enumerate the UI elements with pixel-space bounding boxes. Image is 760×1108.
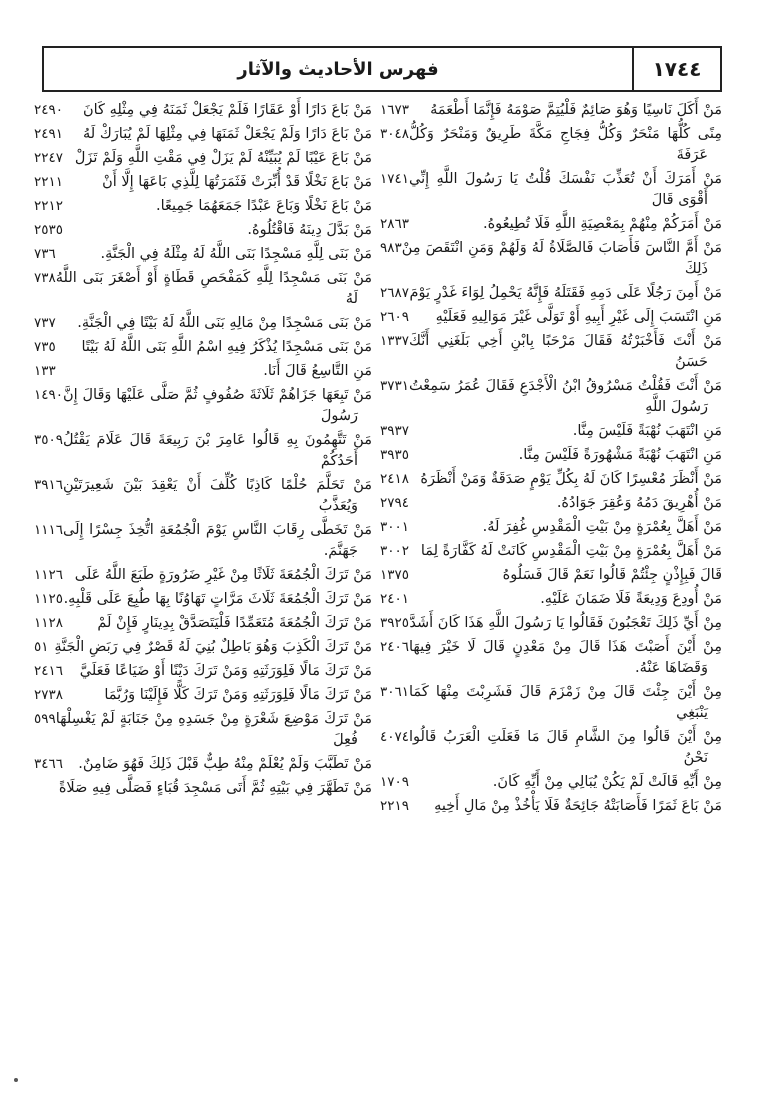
hadith-text: مَنْ بَاعَ دَارًا وَلَمْ يَجْعَلْ ثَمَنَهَا فِي مِثْلِهَا لَمْ يُبَارَكْ لَهُ [83,126,372,142]
hadith-reference-number: ٧٣٧ [34,315,56,331]
hadith-reference-number: ٩٨٣ [380,240,402,256]
hadith-reference-number: ٢٢١١ [34,174,64,190]
index-entry [34,337,372,358]
hadith-reference-number: ٧٣٥ [34,339,56,355]
index-entry [380,100,722,121]
index-entry [380,214,722,235]
hadith-reference-number: ٢٤٩١ [34,126,64,142]
index-entry [380,637,722,679]
hadith-reference-number: ١٣٧٥ [380,567,410,583]
hadith-text: مَنْ بَاعَ نَخْلًا قَدْ أُبِّرَتْ فَثَمَرَتُهَا لِلَّذِي بَاعَهَا إِلَّا أَنْ [102,174,372,190]
index-entry [34,754,372,775]
hadith-text: مِنْ أَيْنَ جِئْتَ قَالَ مِنْ زَمْزَمَ قَالَ فَشَرِبْتَ مِنْهَا كَمَا يَنْبَغِي [409,684,722,721]
index-entry [34,430,372,472]
hadith-text: مَنْ بَنَى مَسْجِدًا يُذْكَرُ فِيهِ اسْمُ اللَّهِ بَنَى اللَّهُ لَهُ بَيْتًا [81,339,372,355]
hadith-reference-number: ٣٩١٦ [34,477,64,493]
index-entry [380,613,722,634]
hadith-reference-number: ١٤٩٠ [34,387,64,403]
hadith-text: مِنْ أَيْنَ أَصَبْتَ هَذَا قَالَ مِنْ مَعْدِنٍ قَالَ لَا خَيْرَ فِيهَا وَقَضَاهَا عَنْهُ. [409,639,722,676]
page-header [42,46,722,92]
index-entry [34,244,372,265]
hadith-text: مَنْ أَهَلَّ بِعُمْرَةٍ مِنْ بَيْتِ الْمَقْدِسِ كَانَتْ لَهُ كَفَّارَةً لِمَا [420,543,722,559]
index-entry [34,124,372,145]
hadith-text: مَنْ أَنْظَرَ مُعْسِرًا كَانَ لَهُ بِكُلِّ يَوْمٍ صَدَقَةٌ وَمَنْ أَنْظَرَهُ [420,471,722,487]
index-entry [380,331,722,373]
index-entry [34,148,372,169]
hadith-reference-number: ٤٠٧٤ [380,729,410,745]
hadith-text: مِنْ أَيْنَ قَالُوا مِنَ الشَّامِ قَالَ مَا فَعَلَتِ الْعَرَبُ قَالُوا نَحْنُ [409,729,722,766]
hadith-reference-number: ٣٠٤٨ [380,126,410,142]
hadith-text: مَنْ تَحَلَّمَ حُلْمًا كَاذِبًا كُلِّفَ أَنْ يَعْقِدَ بَيْنَ شَعِيرَتَيْنِ وَيُعَذَّبُ [63,477,372,514]
hadith-text: مَنْ تَطَبَّبَ وَلَمْ يُعْلَمْ مِنْهُ طِبٌّ قَبْلَ ذَلِكَ فَهُوَ ضَامِنٌ. [78,756,372,772]
hadith-text: مَنْ تَرَكَ الْجُمُعَةَ مُتَعَمِّدًا فَلْيَتَصَدَّقْ بِدِينَارٍ فَإِنْ لَمْ [97,615,372,631]
index-entry [34,637,372,658]
index-entry [380,727,722,769]
hadith-text: مَنْ أَمَرَكَ أَنْ تُعَذِّبَ نَفْسَكَ قُلْتُ يَا رَسُولَ اللَّهِ إِنِّي أَقْوَى قَالَ [409,171,722,208]
index-entry [34,385,372,427]
hadith-reference-number: ٢٨٦٣ [380,216,410,232]
index-entry [34,613,372,634]
index-entry [42,778,372,799]
hadith-reference-number: ١١٢٦ [34,567,64,583]
index-column-right [380,100,722,1090]
hadith-reference-number: ١١١٦ [34,522,64,538]
index-entry [34,172,372,193]
hadith-text: مَنْ بَدَّلَ دِينَهُ فَاقْتُلُوهُ. [247,222,372,238]
hadith-text: مَنْ تَرَكَ الْجُمُعَةَ ثَلَاثَ مَرَّاتٍ تَهَاوُنًا بِهَا طُبِعَ عَلَى قَلْبِهِ. [63,591,372,607]
index-entry [380,169,722,211]
hadith-text: مَنْ بَاعَ نَخْلًا وَبَاعَ عَبْدًا جَمَعَهُمَا جَمِيعًا. [156,198,372,214]
hadith-reference-number: ٣٩٣٥ [380,447,410,463]
hadith-text: مَنْ بَنَى مَسْجِدًا مِنْ مَالِهِ بَنَى اللَّهُ لَهُ بَيْتًا فِي الْجَنَّةِ. [77,315,372,331]
hadith-reference-number: ٢٤٠٦ [380,639,410,655]
hadith-text: قَالَ فَبِإِذْنٍ جِئْتُمْ قَالُوا نَعَمْ قَالَ فَسَلُوهُ [502,567,722,583]
index-entry [34,268,372,310]
hadith-text: مَنْ أَهَلَّ بِعُمْرَةٍ مِنْ بَيْتِ الْمَقْدِسِ غُفِرَ لَهُ. [482,519,722,535]
page-title: فهرس الأحاديث والآثار [237,58,439,80]
hadith-reference-number: ١٦٧٣ [380,102,410,118]
hadith-reference-number: ٢٤١٨ [380,471,410,487]
index-entry [34,520,372,562]
hadith-reference-number: ٢٦٠٩ [380,309,410,325]
hadith-text: مَنِ انْتَهَبَ نُهْبَةً مَشْهُورَةً فَلَيْسَ مِنَّا. [518,447,722,463]
index-entry [34,475,372,517]
hadith-reference-number: ٣٩٣٧ [380,423,410,439]
hadith-text: مَنْ تَطَهَّرَ فِي بَيْتِهِ ثُمَّ أَتَى مَسْجِدَ قُبَاءٍ فَصَلَّى فِيهِ صَلَاةً [58,780,372,796]
index-entry [380,238,722,280]
hadith-reference-number: ٣٠٠١ [380,519,410,535]
hadith-reference-number: ٧٣٦ [34,246,56,262]
hadith-text: مَنْ تَرَكَ الْجُمُعَةَ ثَلَاثًا مِنْ غَيْرِ ضَرُورَةٍ طَبَعَ اللَّهُ عَلَى [74,567,372,583]
index-entry [380,541,722,562]
hadith-text: مِنْ أَيِّ ذَلِكَ تَعْجَبُونَ فَقَالُوا يَا رَسُولَ اللَّهِ هَذَا كَانَ أَشَدَّ [409,615,722,631]
hadith-text: مَنْ تَبِعَهَا جَزَاهُمْ ثَلَاثَةَ صُفُوفٍ ثُمَّ صَلَّى عَلَيْهَا وَقَالَ إِنَّ رَسُولَ [63,387,372,424]
hadith-reference-number: ١١٢٥ [34,591,64,607]
hadith-text: مَنْ أَنْتَ فَأَخْبَرْتُهُ فَقَالَ مَرْحَبًا بِابْنِ أَخِي بَلَغَنِي أَنَّكَ حَسَنُ [409,333,722,370]
index-entry [380,283,722,304]
index-entry [380,493,722,514]
hadith-text: مِنًى كُلُّهَا مَنْحَرٌ وَكُلُّ فِجَاجِ مَكَّةَ طَرِيقٌ وَمَنْحَرٌ وَكُلُّ عَرَفَةَ [409,126,722,163]
hadith-reference-number: ٥٩٩ [34,711,56,727]
index-entry [34,196,372,217]
hadith-text: مَنْ بَنَى لِلَّهِ مَسْجِدًا بَنَى اللَّهُ لَهُ مِثْلَهُ فِي الْجَنَّةِ. [100,246,372,262]
hadith-reference-number: ٣٥٠٩ [34,432,64,448]
hadith-text: مَنْ تَرَكَ مَالًا فَلِوَرَثَتِهِ وَمَنْ تَرَكَ دَيْنًا أَوْ ضَيَاعًا فَعَلَيَّ [79,663,372,679]
hadith-text: مَنْ بَاعَ عَيْبًا لَمْ يُبَيِّنْهُ لَمْ يَزَلْ فِي مَقْتِ اللَّهِ وَلَمْ تَزَلْ [74,150,372,166]
hadith-text: مَنْ تَتَّهِمُونَ بِهِ قَالُوا عَامِرَ بْنَ رَبِيعَةَ قَالَ عَلَامَ يَقْتُلُ أَحَدُكُمْ [63,432,372,469]
index-entry [380,421,722,442]
index-entry [380,589,722,610]
index-entry [34,313,372,334]
hadith-reference-number: ٢٢٤٧ [34,150,64,166]
hadith-text: مَنْ أَكَلَ نَاسِيًا وَهُوَ صَائِمٌ فَلْيُتِمَّ صَوْمَهُ فَإِنَّمَا أَطْعَمَهُ [430,102,722,118]
hadith-reference-number: ٢٤١٦ [34,663,64,679]
hadith-reference-number: ٣٠٦١ [380,684,410,700]
hadith-reference-number: ١٧٤١ [380,171,410,187]
hadith-text: مَنْ أَنْتَ فَقُلْتُ مَسْرُوقُ ابْنُ الْأَجْدَعِ فَقَالَ عُمَرُ سَمِعْتُ رَسُولَ اللَّهِ [409,378,722,415]
index-entry [380,124,722,166]
hadith-text: مَنْ تَرَكَ مَوْضِعَ شَعْرَةٍ مِنْ جَسَدِهِ مِنْ جَنَابَةٍ لَمْ يَغْسِلْهَا فُعِلَ [55,711,372,748]
index-column-left [34,100,372,1090]
hadith-text: مَنْ تَرَكَ مَالًا فَلِوَرَثَتِهِ وَمَنْ تَرَكَ كَلًّا فَإِلَيْنَا وَرُبَّمَا [104,687,372,703]
hadith-reference-number: ٣٠٠٢ [380,543,410,559]
hadith-text: مَنْ أُودِعَ وَدِيعَةً فَلَا ضَمَانَ عَلَيْهِ. [540,591,722,607]
index-entry [380,517,722,538]
index-entry [34,661,372,682]
hadith-reference-number: ١٧٠٩ [380,774,410,790]
index-entry [34,685,372,706]
hadith-reference-number: ٢٥٣٥ [34,222,64,238]
index-entry [34,361,372,382]
hadith-text: مَنْ بَاعَ دَارًا أَوْ عَقَارًا فَلَمْ يَجْعَلْ ثَمَنَهُ فِي مِثْلِهِ كَانَ [82,102,372,118]
hadith-text: مَنِ انْتَسَبَ إِلَى غَيْرِ أَبِيهِ أَوْ تَوَلَّى غَيْرَ مَوَالِيهِ فَعَلَيْهِ [435,309,722,325]
index-entry [380,796,722,817]
hadith-text: مَنْ أُهْرِيقَ دَمُهُ وَعُقِرَ جَوَادُهُ. [556,495,722,511]
hadith-reference-number: ٢٧٣٨ [34,687,64,703]
hadith-reference-number: ٢٤٩٠ [34,102,64,118]
page-speck [14,1078,18,1082]
hadith-reference-number: ١٣٣٧ [380,333,410,349]
index-entry [34,565,372,586]
index-entry [380,307,722,328]
hadith-reference-number: ٥١ [34,639,49,655]
hadith-text: مَنْ أَمَرَكُمْ مِنْهُمْ بِمَعْصِيَةِ اللَّهِ فَلَا تُطِيعُوهُ. [482,216,722,232]
hadith-text: مِنْ أَيِّهِ قَالَتْ لَمْ يَكُنْ يُبَالِي مِنْ أَيِّهِ كَانَ. [492,774,722,790]
hadith-reference-number: ٣٩٢٥ [380,615,410,631]
index-entry [380,445,722,466]
index-entry [380,682,722,724]
hadith-text: مَنْ تَخَطَّى رِقَابَ النَّاسِ يَوْمَ الْجُمُعَةِ اتُّخِذَ جِسْرًا إِلَى جَهَنَّمَ. [63,522,372,559]
index-entry [380,376,722,418]
hadith-text: مَنِ انْتَهَبَ نُهْبَةً فَلَيْسَ مِنَّا. [572,423,722,439]
hadith-reference-number: ٢٢١٩ [380,798,410,814]
index-entry [34,709,372,751]
hadith-text: مَنْ أَمِنَ رَجُلًا عَلَى دَمِهِ فَقَتَلَهُ فَإِنَّهُ يَحْمِلُ لِوَاءَ غَدْرٍ يَوْمَ [409,285,722,301]
hadith-reference-number: ٣٧٣١ [380,378,410,394]
hadith-reference-number: ٢٦٨٧ [380,285,410,301]
index-entry [380,469,722,490]
index-entry [380,565,722,586]
hadith-reference-number: ٢٧٩٤ [380,495,410,511]
hadith-text: مَنِ التَّاسِعُ قَالَ أَنَا. [263,363,372,379]
hadith-reference-number: ٧٣٨ [34,270,56,286]
index-entry [34,589,372,610]
hadith-reference-number: ٢٢١٢ [34,198,64,214]
hadith-text: مَنْ أَمَّ النَّاسَ فَأَصَابَ فَالصَّلَاةُ لَهُ وَلَهُمْ وَمَنِ انْتَقَصَ مِنْ ذَلِكَ [401,240,722,277]
page-number: ١٧٤٤ [652,57,702,81]
index-entry [34,100,372,121]
hadith-text: مَنْ بَنَى مَسْجِدًا لِلَّهِ كَمَفْحَصِ قَطَاةٍ أَوْ أَصْغَرَ بَنَى اللَّهُ لَهُ [55,270,372,307]
index-entry [380,772,722,793]
hadith-reference-number: ١١٢٨ [34,615,64,631]
hadith-reference-number: ٣٤٦٦ [34,756,64,772]
index-entry [34,220,372,241]
hadith-text: مَنْ بَاعَ ثَمَرًا فَأَصَابَتْهُ جَائِحَةٌ فَلَا يَأْخُذْ مِنْ مَالِ أَخِيهِ [434,798,722,814]
hadith-text: مَنْ تَرَكَ الْكَذِبَ وَهُوَ بَاطِلٌ بُنِيَ لَهُ قَصْرٌ فِي رَبَضِ الْجَنَّةِ [54,639,372,655]
hadith-reference-number: ٢٤٠١ [380,591,410,607]
hadith-reference-number: ١٣٣ [34,363,56,379]
